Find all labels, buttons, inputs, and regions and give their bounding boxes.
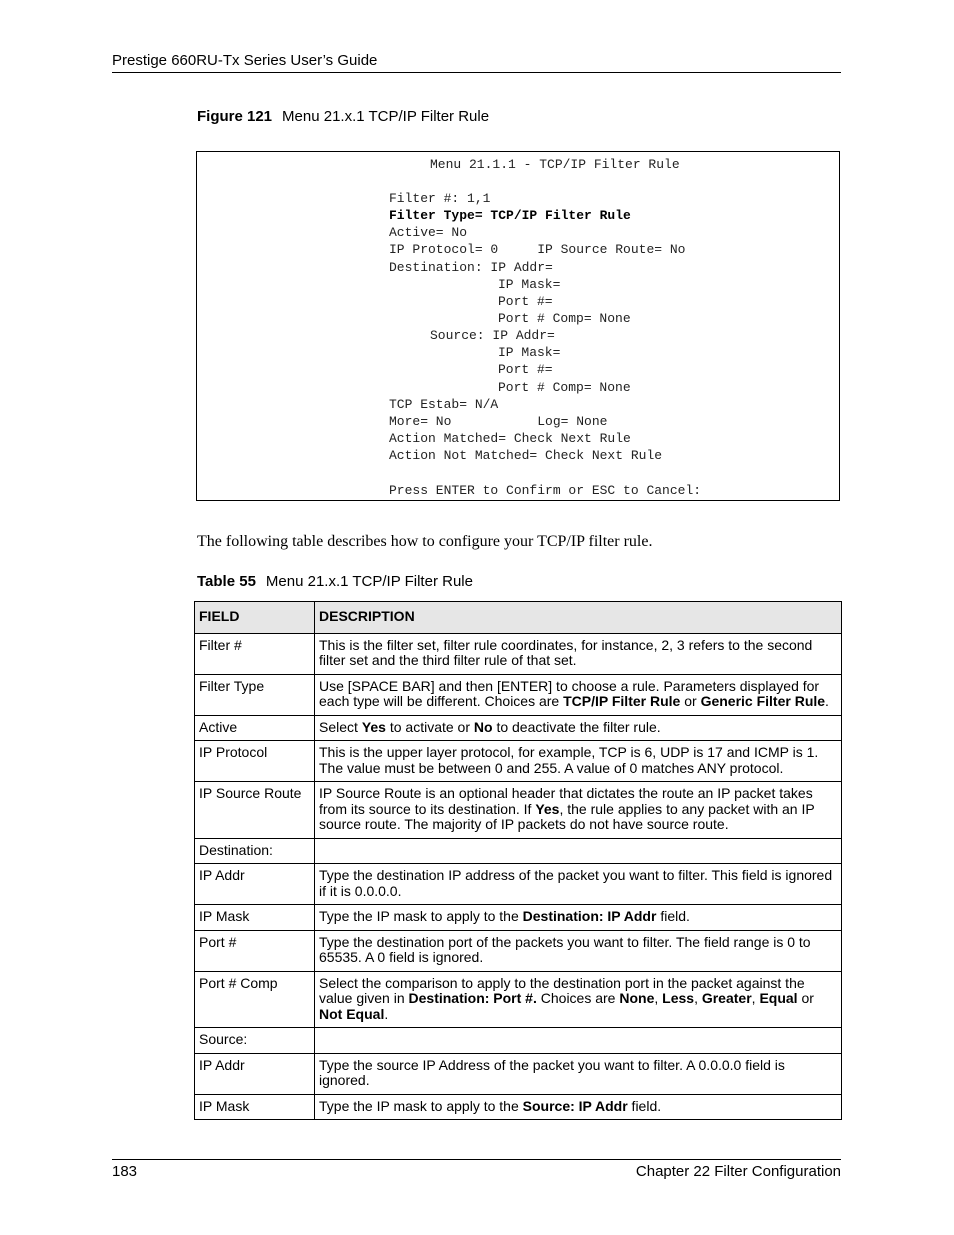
screen-line: Filter Type= TCP/IP Filter Rule [389, 208, 631, 223]
table-title: Menu 21.x.1 TCP/IP Filter Rule [265, 573, 473, 590]
description-emphasis: Destination: Port #. [408, 990, 537, 1006]
description-text: or [797, 990, 814, 1006]
chapter-title: Chapter 22 Filter Configuration [635, 1163, 841, 1180]
description-emphasis: TCP/IP Filter Rule [563, 693, 681, 709]
field-cell: Filter # [195, 633, 315, 674]
description-text: , [654, 990, 663, 1006]
description-text: . [825, 693, 829, 709]
description-emphasis: Destination: IP Addr [522, 908, 657, 924]
screen-line: Active= No [389, 225, 468, 240]
description-text: field. [656, 908, 690, 924]
table-row [195, 674, 842, 715]
field-cell: Port # [195, 930, 315, 971]
table-row [195, 1028, 842, 1054]
description-cell [315, 930, 842, 971]
table-row [195, 1094, 842, 1120]
screen-line: Action Matched= Check Next Rule [389, 431, 631, 446]
screen-line: Source: IP Addr= [430, 328, 555, 343]
description-cell [315, 674, 842, 715]
table-label: Table 55 [197, 573, 256, 590]
description-cell [315, 782, 842, 839]
screen-line: IP Protocol= 0 IP Source Route= No [389, 242, 686, 257]
description-emphasis: No [473, 718, 493, 735]
figure-title: Menu 21.x.1 TCP/IP Filter Rule [282, 108, 490, 125]
screen-line: Port #= [498, 294, 553, 309]
table-row [195, 905, 842, 931]
description-text: field. [627, 1097, 662, 1114]
description-emphasis: Yes [361, 718, 386, 735]
description-cell [315, 633, 842, 674]
description-text: Select [319, 718, 362, 735]
table-row [195, 741, 842, 782]
screen-prompt: Press ENTER to Confirm or ESC to Cancel: [389, 483, 702, 498]
screen-line: Destination: IP Addr= [389, 260, 553, 275]
description-text: Select the comparison to apply to the destination port in the packet against the value given in [319, 974, 805, 1006]
description-text: to deactivate the filter rule. [492, 718, 661, 735]
field-cell: IP Addr [195, 1053, 315, 1094]
terminal-screen [196, 151, 840, 501]
description-text: Type the destination port of the packets you want to filter. The field range is 0 to 65535. A 0 field is ignored. [319, 933, 811, 965]
figure-caption [197, 107, 489, 127]
description-text: Type the destination IP address of the packet you want to filter. This field is ignored if it is 0.0.0.0. [319, 867, 833, 899]
field-cell: IP Mask [195, 905, 315, 931]
description-emphasis: Less [662, 990, 695, 1006]
table-caption [197, 572, 473, 592]
screen-line: Action Not Matched= Check Next Rule [389, 448, 663, 463]
screen-line: More= No Log= None [389, 414, 608, 429]
table-row [195, 633, 842, 674]
description-text: Type the source IP Address of the packet you want to filter. A 0.0.0.0 field is ignored. [319, 1056, 785, 1088]
description-cell [315, 971, 842, 1028]
description-text: IP Source Route is an optional header that dictates the route an IP packet takes from its source to its destination. If [319, 785, 813, 817]
screen-line: Port #= [498, 362, 553, 377]
description-text: , [694, 990, 702, 1006]
screen-title: Menu 21.1.1 - TCP/IP Filter Rule [430, 157, 680, 172]
description-cell [315, 905, 842, 931]
page-number: 183 [112, 1163, 138, 1180]
field-cell: Destination: [195, 838, 315, 864]
description-text: Use [SPACE BAR] and then [ENTER] to choose a rule. Parameters displayed for each type will be different. Choices are [319, 677, 820, 709]
description-text: to activate or [385, 718, 474, 735]
screen-line: IP Mask= [498, 345, 561, 360]
screen-line: TCP Estab= N/A [389, 397, 499, 412]
description-text: , the rule applies to any packet with an IP source route. The majority of IP packets do not have source route. [319, 800, 815, 832]
table-row [195, 864, 842, 905]
description-emphasis: Generic Filter Rule [700, 693, 826, 709]
description-text: Type the IP mask to apply to the [319, 1097, 523, 1114]
screen-line: Filter #: 1,1 [389, 191, 491, 206]
description-emphasis: Greater [701, 990, 752, 1006]
field-description-table [194, 601, 842, 1120]
table-row [195, 782, 842, 839]
page-header: Prestige 660RU-Tx Series User’s Guide [112, 51, 841, 73]
description-cell [315, 1094, 842, 1120]
description-cell [315, 715, 842, 741]
description-text: . [384, 1005, 389, 1022]
field-cell: Source: [195, 1028, 315, 1054]
description-text: This is the upper layer protocol, for example, TCP is 6, UDP is 17 and ICMP is 1. The value must be between 0 and 255. A value of 0 matches ANY protocol. [319, 744, 819, 776]
description-text: This is the filter set, filter rule coordinates, for instance, 2, 3 refers to the second filter set and the third filter rule of that set. [319, 636, 813, 668]
field-cell: Port # Comp [195, 971, 315, 1028]
description-text: , [751, 990, 760, 1006]
column-header-description: DESCRIPTION [315, 602, 842, 634]
table-row [195, 838, 842, 864]
description-emphasis: Equal [759, 990, 798, 1006]
screen-line: IP Mask= [498, 277, 561, 292]
description-cell [315, 1028, 842, 1054]
field-cell: Filter Type [195, 674, 315, 715]
intro-paragraph: The following table describes how to configure your TCP/IP filter rule. [197, 533, 653, 550]
figure-label: Figure 121 [197, 108, 273, 125]
field-cell: IP Addr [195, 864, 315, 905]
description-cell [315, 838, 842, 864]
table-row [195, 715, 842, 741]
description-text: Type the IP mask to apply to the [319, 908, 523, 924]
field-cell: IP Protocol [195, 741, 315, 782]
description-cell [315, 1053, 842, 1094]
column-header-field: FIELD [195, 602, 315, 634]
screen-line: Port # Comp= None [498, 380, 631, 395]
field-cell: IP Mask [195, 1094, 315, 1120]
description-cell [315, 864, 842, 905]
table-row [195, 1053, 842, 1094]
description-emphasis: Yes [535, 800, 560, 817]
table-header-row [195, 602, 842, 634]
description-cell [315, 741, 842, 782]
description-emphasis: Source: IP Addr [522, 1097, 628, 1114]
page-footer [112, 1159, 841, 1182]
description-text: or [680, 693, 701, 709]
table-row [195, 930, 842, 971]
description-emphasis: None [619, 990, 655, 1006]
field-cell: IP Source Route [195, 782, 315, 839]
description-emphasis: Not Equal [319, 1005, 385, 1022]
table-row [195, 971, 842, 1028]
screen-line: Port # Comp= None [498, 311, 631, 326]
description-text: Choices are [536, 990, 620, 1006]
field-cell: Active [195, 715, 315, 741]
